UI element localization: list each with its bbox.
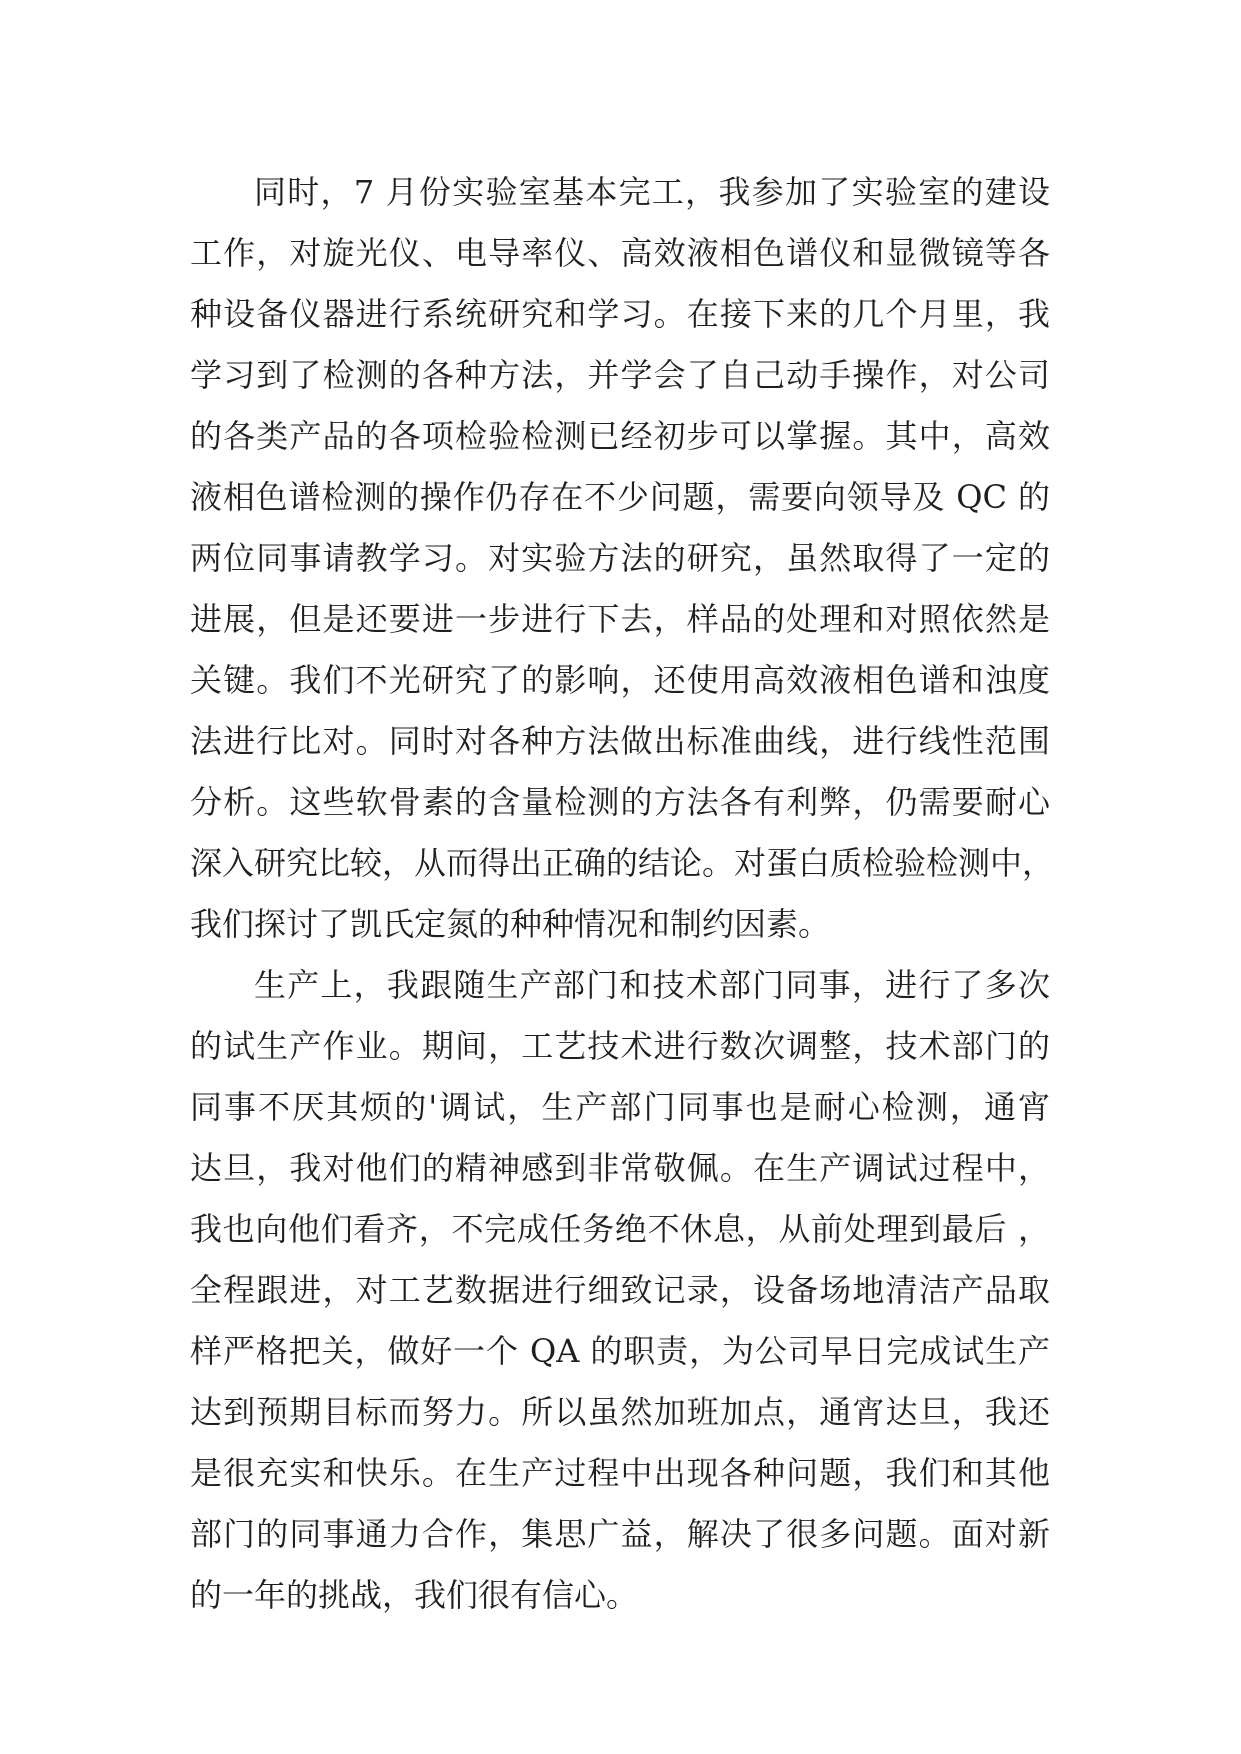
text-line: 生产上，我跟随生产部门和技术部门同事，进行了多次: [254, 966, 1050, 1004]
text-line: 分析。这些软骨素的含量检测的方法各有利弊，仍需要耐心: [190, 783, 1050, 821]
text-line: 同事不厌其烦的'调试，生产部门同事也是耐心检测，通宵: [190, 1088, 1050, 1126]
text-line: 的一年的挑战，我们很有信心。: [190, 1576, 639, 1614]
text-line: 液相色谱检测的操作仍存在不少问题，需要向领导及 QC 的: [190, 478, 1050, 516]
text-line: 达旦，我对他们的精神感到非常敬佩。在生产调试过程中，: [190, 1149, 1050, 1187]
text-line: 学习到了检测的各种方法，并学会了自己动手操作，对公司: [190, 356, 1050, 394]
text-line: 达到预期目标而努力。所以虽然加班加点，通宵达旦，我还: [190, 1393, 1050, 1431]
document-body: [190, 162, 1055, 1626]
text-line: 关键。我们不光研究了的影响，还使用高效液相色谱和浊度: [190, 661, 1050, 699]
text-line: 同时，7 月份实验室基本完工，我参加了实验室的建设: [254, 173, 1050, 211]
text-line: 两位同事请教学习。对实验方法的研究，虽然取得了一定的: [190, 539, 1050, 577]
paragraph-lab-work: [190, 162, 1055, 955]
text-line: 种设备仪器进行系统研究和学习。在接下来的几个月里，我: [190, 295, 1050, 333]
text-line: 全程跟进，对工艺数据进行细致记录，设备场地清洁产品取: [190, 1271, 1050, 1309]
text-line: 的各类产品的各项检验检测已经初步可以掌握。其中，高效: [190, 417, 1050, 455]
text-line: 深入研究比较，从而得出正确的结论。对蛋白质检验检测中，: [190, 844, 1055, 882]
text-line: 法进行比对。同时对各种方法做出标准曲线，进行线性范围: [190, 722, 1050, 760]
text-line: 我也向他们看齐，不完成任务绝不休息，从前处理到最后 ，: [190, 1210, 1050, 1248]
text-line: 工作，对旋光仪、电导率仪、高效液相色谱仪和显微镜等各: [190, 234, 1050, 272]
text-line: 的试生产作业。期间，工艺技术进行数次调整，技术部门的: [190, 1027, 1050, 1065]
text-line: 样严格把关，做好一个 QA 的职责，为公司早日完成试生产: [190, 1332, 1050, 1370]
text-line: 是很充实和快乐。在生产过程中出现各种问题，我们和其他: [190, 1454, 1050, 1492]
text-line: 部门的同事通力合作，集思广益，解决了很多问题。面对新: [190, 1515, 1050, 1553]
text-line: 进展，但是还要进一步进行下去，样品的处理和对照依然是: [190, 600, 1050, 638]
paragraph-production: [190, 955, 1050, 1626]
text-line: 我们探讨了凯氏定氮的种种情况和制约因素。: [190, 905, 831, 943]
